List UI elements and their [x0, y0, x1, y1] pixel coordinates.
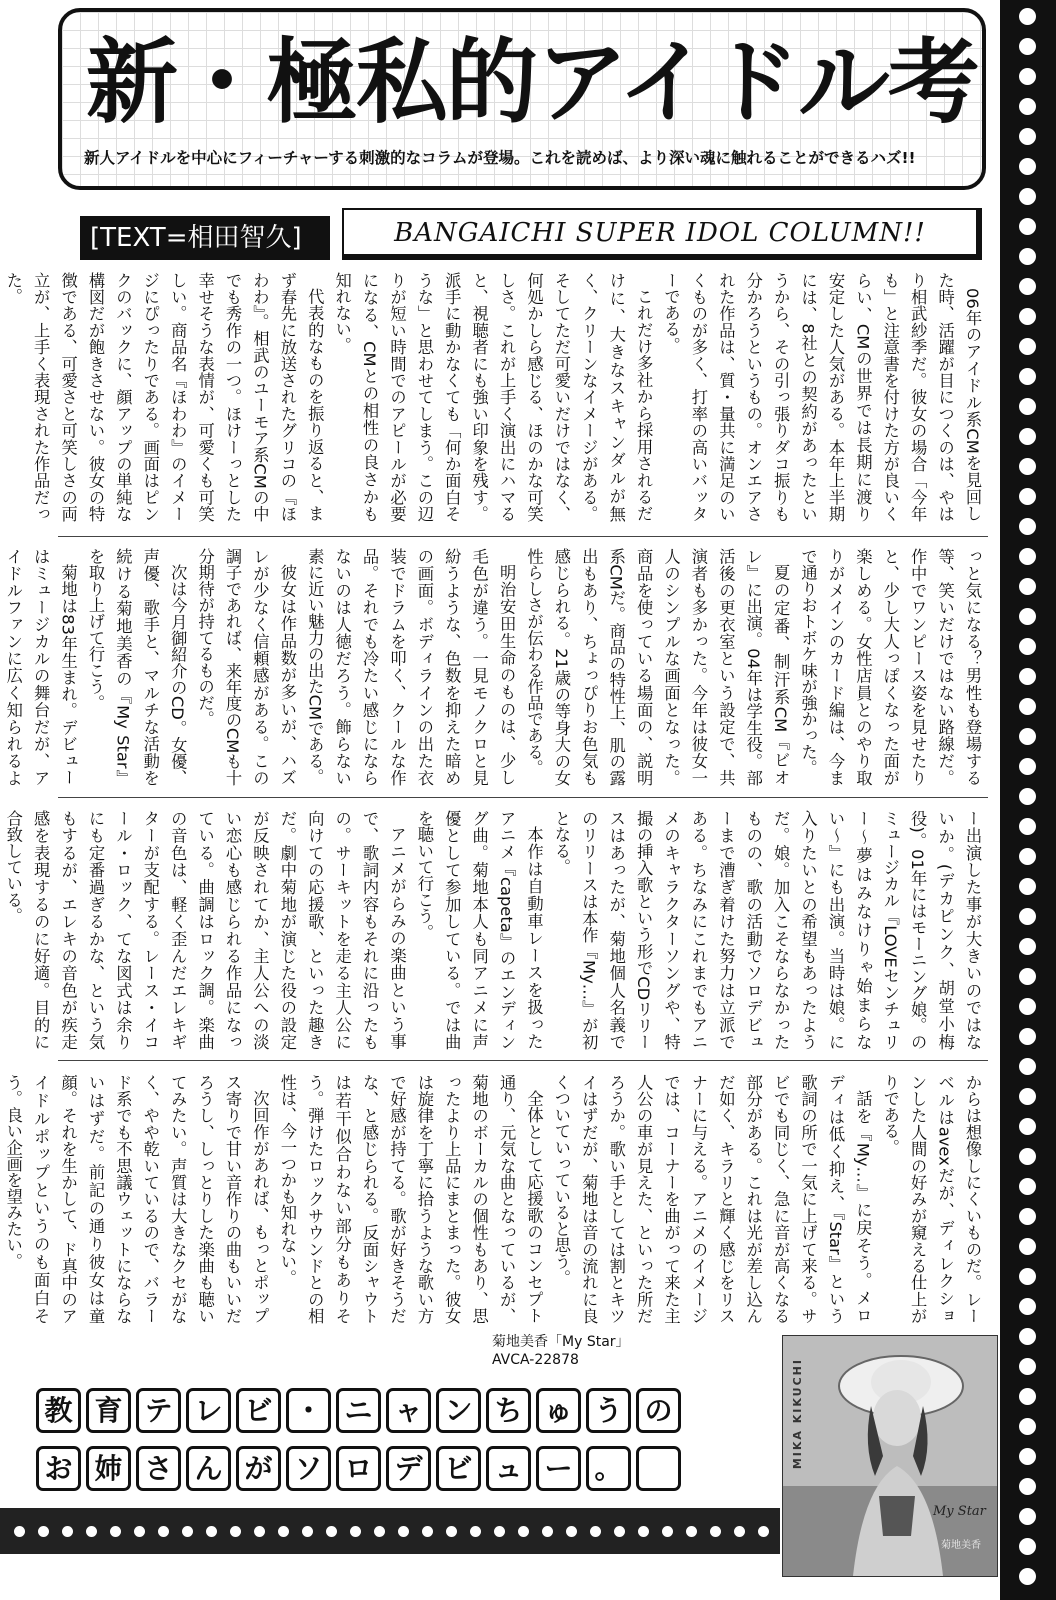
headline-line-2: [36, 1446, 681, 1500]
paragraph: 彼女は作品数が多いが、ハズレが少なく信頼感がある。この調子であれば、来年度のCMも十分期待が持てるものだ。: [195, 548, 297, 786]
band-dot: [278, 1526, 289, 1537]
paragraph: 全体として応援歌のコンセプト通り、元気な曲となっているが、菊地のボーカルの個性もあり、思ったより上品にまとまった。彼女は旋律を丁寧に拾うような歌い方で好感が持てる。歌が好きそうだな、と感じられる。反面シャウトは若干似合わない部分もありそう。弾けたロックサウンドとの相性は、今一つかも知れない。: [277, 1074, 544, 1324]
band-dot: [758, 1526, 769, 1537]
band-dot: [350, 1526, 361, 1537]
headline-char-box: が: [236, 1446, 281, 1491]
perforation-hole: [1019, 1238, 1036, 1255]
perforation-hole: [1019, 308, 1036, 325]
perforation-hole: [1019, 398, 1036, 415]
band-dot: [566, 1526, 577, 1537]
band-dot: [662, 1526, 673, 1537]
band-dot: [446, 1526, 457, 1537]
perforation-hole: [1019, 128, 1036, 145]
perforation-hole: [1019, 1208, 1036, 1225]
perforation-hole: [1019, 1448, 1036, 1465]
perforation-hole: [1019, 698, 1036, 715]
headline-char-box: お: [36, 1446, 81, 1491]
perforation-hole: [1019, 1028, 1036, 1045]
paragraph: からは想像しにくいものだ。レーベルはavexだが、ディレクションした人間の好みが窺える仕上がりである。: [880, 1074, 982, 1324]
text-tier-3: [3, 810, 986, 1050]
perforation-hole: [1019, 1088, 1036, 1105]
perforation-hole: [1019, 788, 1036, 805]
paragraph: 代表的なものを振り返ると、まず春先に放送されたグリコの『ほわわ』。相武のユーモア系CMの中でも秀作の一つ。ほけーっとした幸せそうな表情が、可愛くも可笑しい。商品名『ほわわ』のイメージにぴったりである。画面はピンクのバックに、顔アップの単純な構図だが飽きさせない。彼女の特徴である、可愛さと可笑しさの両立が、上手く表現された作品だった。: [3, 272, 325, 522]
column-lead: 新人アイドルを中心にフィーチャーする刺激的なコラムが登場。これを読めば、より深い魂に触れることができるハズ!!: [84, 149, 916, 167]
cd-title: 菊地美香「My Star」: [492, 1334, 630, 1350]
perforation-hole: [1019, 218, 1036, 235]
paragraph: 夏の定番、制汗系CM『ビオレ』に出演。04年は学生役。部活後の更衣室という設定で、共演者も多かった。今年は彼女一人のシンプルな画面となった。商品を使っている場面の、説明系CMだ。商品の特性上、肌の露出もあり、ちょっぴりお色気も感じられる。21歳の等身大の女性らしさが伝わる作品である。: [524, 548, 791, 786]
perforation-hole: [1019, 8, 1036, 25]
paragraph: 06年のアイドル系CMを見回した時、活躍が目につくのは、やはり相武紗季だ。彼女の場合「今年も」と注意書を付けた方が良いくらい、CMの世界では長期に渡り安定した人気がある。本年上半期には、8社との契約があったというから、その引っ張りダコ振りも分かろうというもの。オンエアされた作品は、質・量共に満足のいくものが多く、打率の高いバッターである。: [661, 272, 982, 522]
band-dot: [86, 1526, 97, 1537]
band-dot: [686, 1526, 697, 1537]
paragraph: これだけ多社から採用されるだけに、大きなスキャンダルが無く、クリーンなイメージがある。そしてただ可愛いだけではなく、何処かしら感じる、ほのかな可笑しさ。これが上手く演出にハマると、視聴者にも強い印象を残す。派手に動かなくても「何か面白そうな」と思わせてしまう。この辺りが短い時間でのアピールが必要になる、CMとの相性の良さかも知れない。: [332, 272, 654, 522]
band-dot: [254, 1526, 265, 1537]
headline-char-box: [636, 1446, 681, 1491]
bottom-dotted-band: [0, 1508, 780, 1554]
perforation-hole: [1019, 1268, 1036, 1285]
perforation-hole: [1019, 68, 1036, 85]
band-dot: [398, 1526, 409, 1537]
headline-char-box: ロ: [336, 1446, 381, 1491]
perforation-hole: [1019, 938, 1036, 955]
headline-char-box: テ: [136, 1388, 181, 1433]
perforation-hole: [1019, 98, 1036, 115]
text-tier-1: [3, 272, 986, 522]
text-tier-4: [3, 1074, 986, 1324]
perforation-hole: [1019, 548, 1036, 565]
perforation-hole: [1019, 1538, 1036, 1555]
headline-char-box: ュ: [486, 1446, 531, 1491]
perforation-hole: [1019, 608, 1036, 625]
perforation-hole: [1019, 1388, 1036, 1405]
band-dot: [14, 1526, 25, 1537]
headline-char-box: レ: [186, 1388, 231, 1433]
perforation-hole: [1019, 1298, 1036, 1315]
cd-caption: [492, 1333, 752, 1371]
headline-char-box: ャ: [386, 1388, 431, 1433]
column-title: 新・極私的アイドル考: [86, 28, 978, 136]
column-name-banner: BANGAICHI SUPER IDOL COLUMN!!: [342, 208, 982, 260]
perforation-hole: [1019, 248, 1036, 265]
band-dot: [638, 1526, 649, 1537]
band-dot: [710, 1526, 721, 1537]
perforation-hole: [1019, 278, 1036, 295]
band-dot: [374, 1526, 385, 1537]
headline-char-box: ビ: [236, 1388, 281, 1433]
paragraph: 話を『My…』に戻そう。メロディは低く抑え、『Star』という歌詞の所で一気に上げて来る。サビでも同じく、急に音が高くなる部分がある。これは光が差し込んだ如く、キラリと輝く感じをリスナーに与える。アニメのイメージでは、コーナーを曲がって来た主人公の車が見えた、といった所だろうか。歌い手としては割とキツイはずだが、菊地は音の流れに良くついていっていると思う。: [551, 1074, 873, 1324]
perforation-hole: [1019, 638, 1036, 655]
paragraph: 次は今月御紹介のCD。女優、声優、歌手と、マルチな活動を続ける菊地美香の『My Star』を取り上げて行こう。: [86, 548, 188, 786]
headline-char-box: ソ: [286, 1446, 331, 1491]
divider: [58, 797, 988, 798]
cd-catalog-number: AVCA-22878: [492, 1352, 579, 1368]
band-dot: [134, 1526, 145, 1537]
headline-char-box: ン: [436, 1388, 481, 1433]
cover-title-logo: My Star: [933, 1504, 986, 1519]
divider: [58, 536, 988, 537]
column-header: [58, 8, 986, 190]
perforation-hole: [1019, 1058, 1036, 1075]
byline: [TEXT=相田智久]: [80, 216, 330, 260]
perforation-hole: [1019, 1508, 1036, 1525]
headline-char-box: ニ: [336, 1388, 381, 1433]
perforation-hole: [1019, 488, 1036, 505]
paragraph: 菊地は83年生まれ。デビューはミュージカルの舞台だが、アイドルファンに広く知られるよ: [3, 548, 78, 786]
band-dot: [614, 1526, 625, 1537]
band-dot: [302, 1526, 313, 1537]
perforation-hole: [1019, 428, 1036, 445]
band-dot: [62, 1526, 73, 1537]
perforation-hole: [1019, 1328, 1036, 1345]
perforation-hole: [1019, 368, 1036, 385]
perforation-hole: [1019, 458, 1036, 475]
headline-char-box: 教: [36, 1388, 81, 1433]
paragraph: 明治安田生命のものは、少し毛色が違う。一見モノクロと見紛うような、色数を抑えた暗めの画面。ボディラインの出た衣装でドラムを叩く、クールな作品。それでも冷たい感じにならないのは人徳だろう。飾らない素に近い魅力の出たCMである。: [305, 548, 517, 786]
perforation-hole: [1019, 908, 1036, 925]
perforation-hole: [1019, 878, 1036, 895]
perforation-hole: [1019, 188, 1036, 205]
headline-char-box: さ: [136, 1446, 181, 1491]
paragraph: 本作は自動車レースを扱ったアニメ『capeta』のエンディング曲。菊地本人も同アニメに声優として参加している。では曲を聴いて行こう。: [414, 810, 544, 1050]
headline-char-box: ち: [486, 1388, 531, 1433]
perforation-hole: [1019, 1478, 1036, 1495]
perforation-hole: [1019, 338, 1036, 355]
headline-char-box: ゅ: [536, 1388, 581, 1433]
band-dot: [470, 1526, 481, 1537]
band-dot: [590, 1526, 601, 1537]
perforation-hole: [1019, 578, 1036, 595]
headline-char-box: う: [586, 1388, 631, 1433]
perforation-strip: [1000, 0, 1056, 1600]
band-dot: [110, 1526, 121, 1537]
headline-char-box: デ: [386, 1446, 431, 1491]
perforation-hole: [1019, 1178, 1036, 1195]
perforation-hole: [1019, 518, 1036, 535]
perforation-hole: [1019, 1418, 1036, 1435]
perforation-hole: [1019, 38, 1036, 55]
band-dot: [38, 1526, 49, 1537]
perforation-hole: [1019, 848, 1036, 865]
perforation-hole: [1019, 998, 1036, 1015]
paragraph: っと気になる？男性も登場する等、笑いだけではない路線だ。作中でワンピース姿を見せたりと、少し大人っぽくなった面が楽しめる。女性店員とのやり取りがメインのカード編は、今まで通りおトボケ味が強かった。: [798, 548, 982, 786]
band-dot: [518, 1526, 529, 1537]
perforation-hole: [1019, 968, 1036, 985]
headline-char-box: ビ: [436, 1446, 481, 1491]
headline-char-box: ・: [286, 1388, 331, 1433]
band-dot: [542, 1526, 553, 1537]
headline-char-box: ー: [536, 1446, 581, 1491]
headline-char-box: の: [636, 1388, 681, 1433]
headline-char-box: ん: [186, 1446, 231, 1491]
band-dot: [734, 1526, 745, 1537]
perforation-hole: [1019, 1568, 1036, 1585]
headline-char-box: 。: [586, 1446, 631, 1491]
band-dot: [422, 1526, 433, 1537]
perforation-hole: [1019, 1148, 1036, 1165]
band-dot: [326, 1526, 337, 1537]
band-dot: [230, 1526, 241, 1537]
band-dot: [182, 1526, 193, 1537]
paragraph: アニメがらみの楽曲という事で、歌詞内容もそれに沿ったもの。サーキットを走る主人公に向けての応援歌、といった趣きだ。劇中菊地が演じた役の設定が反映されてか、主人公への淡い恋心も感じられる作品になっている。曲調はロック調。楽曲の音色は、軽く歪んだエレキギターが支配する。レース・イコール・ロック、てな図式は余りにも定番過ぎるかな、という気もするが、エレキの音色が疾走感を表現するのに好適。目的に合致している。: [3, 810, 407, 1050]
divider: [58, 1060, 988, 1061]
cd-cover-image: [782, 1335, 998, 1577]
headline-char-box: 育: [86, 1388, 131, 1433]
band-dot: [158, 1526, 169, 1537]
paragraph: 次回作があれば、もっとポップス寄りで甘い音作りの曲もいいだろうし、しっとりした楽曲も聴いてみたい。声質は大きなクセがなく、やや乾いているので、バラード系でも不思議ウェットにならないはずだ。前記の通り彼女は童顔。それを生かして、ド真中のアイドルポップというのも面白そう。良い企画を望みたい。: [3, 1074, 270, 1324]
cover-artist-name-vertical: MIKA KIKUCHI: [791, 1358, 804, 1470]
band-dot: [206, 1526, 217, 1537]
perforation-hole: [1019, 1358, 1036, 1375]
perforation-hole: [1019, 818, 1036, 835]
perforation-hole: [1019, 1118, 1036, 1135]
perforation-hole: [1019, 668, 1036, 685]
perforation-hole: [1019, 158, 1036, 175]
perforation-hole: [1019, 758, 1036, 775]
band-dot: [494, 1526, 505, 1537]
paragraph: ー出演した事が大きいのではないか。(デカピンク、胡堂小梅役)。01年にはモーニング娘。のミュージカル『LOVEセンチュリー〜夢はみなけりゃ始まらない〜』にも出演。当時は娘。に入りたいとの希望もあったようだ。娘。加入こそならなかったものの、歌の活動でソロデビューまで漕ぎ着けた努力は立派である。ちなみにこれまでもアニメのキャラクターソングや、特撮の挿入歌という形でCDリリースはあったが、菊地個人名義でのリリースは本作『My…』が初となる。: [551, 810, 982, 1050]
text-tier-2: [3, 548, 986, 786]
headline-line-1: [36, 1388, 681, 1442]
cover-name-jp: 菊地美香: [941, 1540, 981, 1551]
perforation-hole: [1019, 728, 1036, 745]
headline-char-box: 姉: [86, 1446, 131, 1491]
